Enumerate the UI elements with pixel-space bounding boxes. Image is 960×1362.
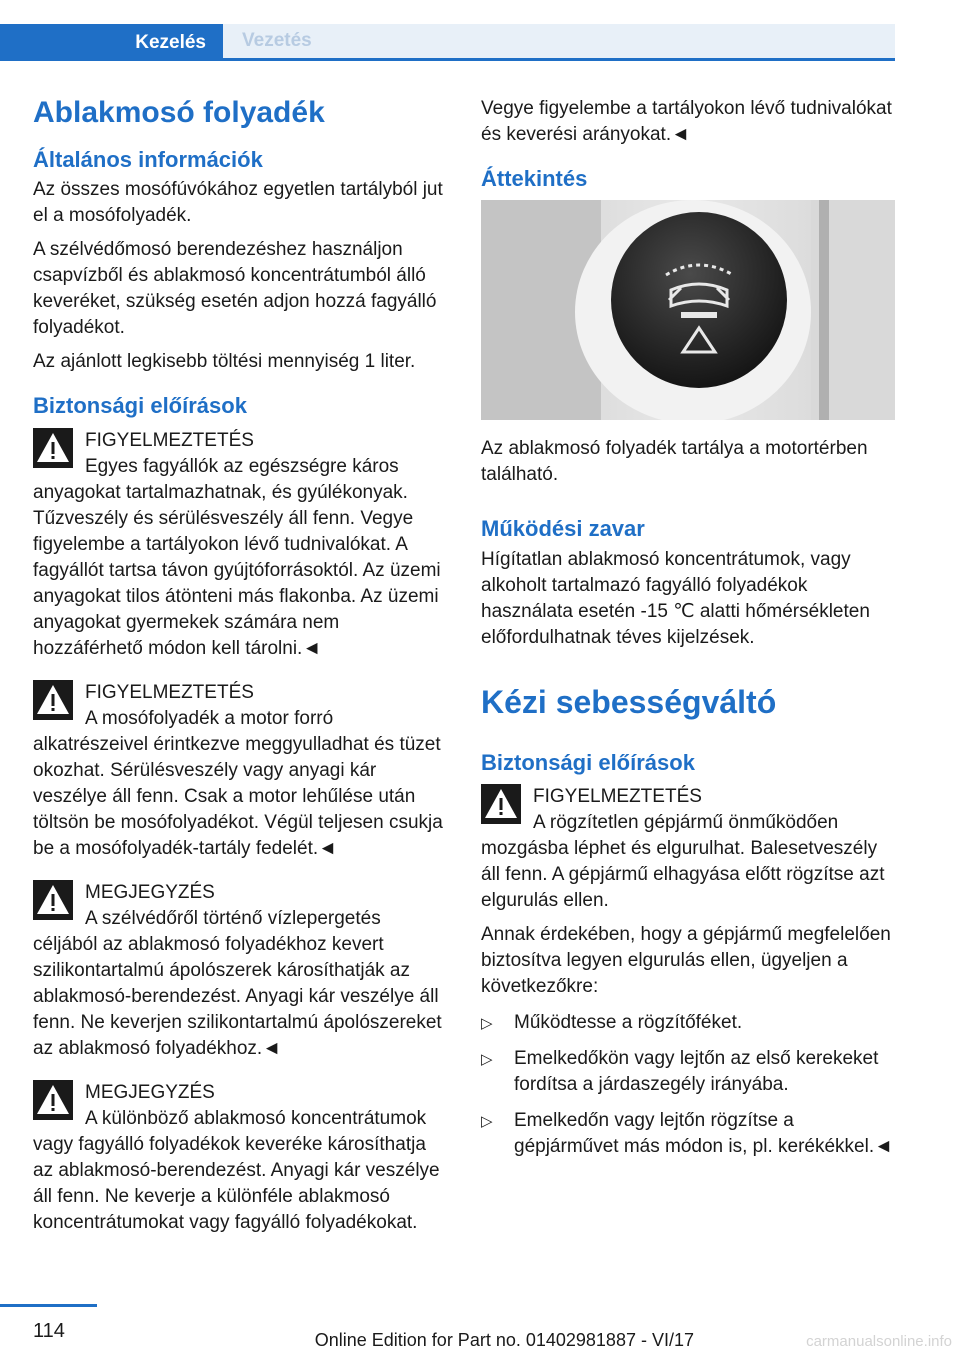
tab-vezetes-label: Vezetés [242, 30, 312, 51]
gearbox-safety-heading: Biztonsági előírások [481, 749, 695, 775]
bullet-arrow-icon: ▷ [481, 1015, 493, 1033]
list-item [481, 1046, 895, 1098]
malfunction-paragraph: Hígítatlan ablakmosó koncentrátumok, vagy alkoholt tartalmazó fagyálló folyadékok használata esetén -15 ℃ alatti hőmérsékleten előfordulhatnak téves kijelzések. [481, 548, 870, 648]
safety-heading: Biztonsági előírások [33, 393, 247, 419]
warning-triangle-icon [481, 784, 521, 824]
note-title: MEGJEGYZÉS [85, 1081, 215, 1103]
warning-triangle-icon [33, 880, 73, 920]
bullet-arrow-icon: ▷ [481, 1051, 493, 1069]
note-text: A különböző ablakmosó koncentrátumok vagy fagyálló folyadékok keveréke károsíthatja az ablakmosó-berendezést. Anyagi kár veszélye áll fenn. Ne keverje a különféle ablakmosó koncentrátumokat vagy fagyálló folyadékokat. [33, 1107, 440, 1233]
warning-text: Egyes fagyállók az egészségre káros anyagokat tartalmazhatnak, és gyúlékonyak. Tűzveszély és sérülésveszély áll fenn. Vegye figyelembe a tartályokon lévő tudnivalókat. A fagyállót tartsa távon gyújtóforrásoktól. Az üzemi anyagokat tilos átönteni más flakonba. Az üzemi anyagokat gyermekek számára nem hozzáférhető módon kell tárolni.◄ [33, 455, 441, 659]
list-item-text: Emelkedőn vagy lejtőn rögzítse a gépjárművet más módon is, pl. kerékékkel.◄ [514, 1110, 893, 1158]
continuation-paragraph: Vegye figyelembe a tartályokon lévő tudnivalókat és keverési arányokat.◄ [481, 98, 892, 145]
tab-vezetes[interactable] [223, 24, 895, 58]
list-item-text: Működtesse a rögzítőféket. [514, 1012, 743, 1034]
tab-underline [223, 58, 895, 61]
general-paragraph-3: Az ajánlott legkisebb töltési mennyiség 1 liter. [33, 351, 416, 373]
page-title: Ablakmosó folyadék [33, 96, 325, 129]
overview-heading: Áttekintés [481, 166, 588, 191]
footer-rule [0, 1304, 97, 1307]
note-text: A szélvédőről történő vízlepergetés céljából az ablakmosó folyadékhoz kevert szilikontartalmú ápolószerek károsíthatják az ablakmosó-berendezést. Anyagi kár veszélye áll fenn. Ne keverjen szilikontartalmú ápolószereket az ablakmosó folyadékhoz.◄ [33, 907, 442, 1059]
right-column [481, 96, 895, 1170]
gearbox-title: Kézi sebességváltó [481, 683, 777, 720]
warning-title: FIGYELMEZTETÉS [85, 681, 254, 703]
intro-paragraph: Annak érdekében, hogy a gépjármű megfelelően biztosítva legyen elgurulás ellen, ügyeljen a következőkre: [481, 924, 891, 998]
list-item [481, 1108, 895, 1160]
note-block [33, 880, 448, 1062]
general-info-heading: Általános információk [33, 147, 263, 172]
tab-kezeles-label: Kezelés [135, 31, 206, 53]
warning-block [33, 428, 448, 662]
warning-title: FIGYELMEZTETÉS [533, 786, 702, 808]
tab-kezeles[interactable] [0, 24, 223, 61]
list-item-text: Emelkedőkön vagy lejtőn az első kerekeket fordítsa a járdaszegély irányába. [514, 1048, 879, 1096]
malfunction-heading: Működési zavar [481, 516, 645, 542]
warning-title: FIGYELMEZTETÉS [85, 429, 254, 451]
warning-block [481, 784, 895, 914]
note-title: MEGJEGYZÉS [85, 881, 215, 903]
general-paragraph-1: Az összes mosófúvókához egyetlen tartályból jut el a mosófolyadék. [33, 179, 443, 227]
warning-block [33, 680, 448, 862]
warning-triangle-icon [33, 680, 73, 720]
warning-text: A mosófolyadék a motor forró alkatrészeivel érintkezve meggyulladhat és tüzet okozhat. Sérülésveszély vagy anyagi kár veszélye áll fenn. Csak a motor lehűlése után töltsön be mosófolyadékot. Végül teljesen csukja be a mosófolyadék-tartály fedelét.◄ [33, 707, 443, 859]
warning-triangle-icon [33, 428, 73, 468]
washer-reservoir-photo [481, 200, 895, 420]
list-item [481, 1010, 895, 1036]
warning-text: A rögzítetlen gépjármű önműködően mozgásba léphet és elgurulhat. Balesetveszély áll fenn. A gépjármű elhagyása előtt rögzítse azt elgurulás ellen. [481, 812, 885, 912]
precaution-list [481, 1010, 895, 1160]
photo-caption: Az ablakmosó folyadék tartálya a motortérben található. [481, 438, 868, 486]
page-number: 114 [33, 1320, 65, 1342]
general-paragraph-2: A szélvédőmosó berendezéshez használjon csapvízből és ablakmosó koncentrátumból álló keveréket, szükség esetén adjon hozzá fagyálló folyadékot. [33, 239, 437, 339]
watermark: carmanualsonline.info [806, 1333, 952, 1350]
note-block [33, 1080, 448, 1236]
section-tabs [0, 24, 895, 61]
bullet-arrow-icon: ▷ [481, 1113, 493, 1131]
left-column [33, 96, 448, 1254]
edition-note: Online Edition for Part no. 01402981887 - VI/17 [314, 1330, 694, 1350]
warning-triangle-icon [33, 1080, 73, 1120]
